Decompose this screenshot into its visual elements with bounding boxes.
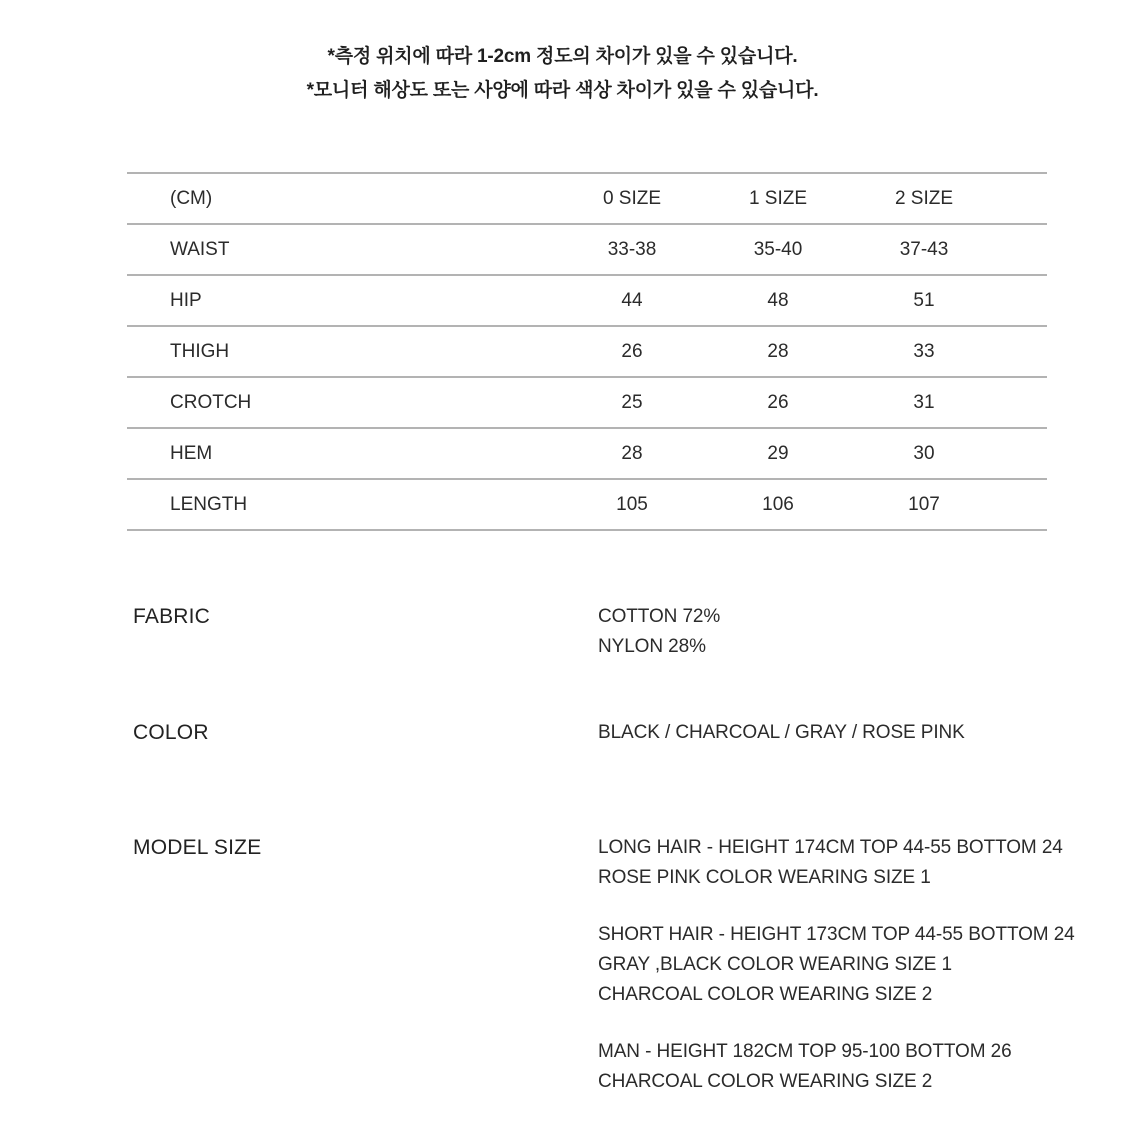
size-cell: 33 <box>851 326 997 377</box>
fabric-section <box>133 602 1125 662</box>
measurement-notice <box>0 0 1125 108</box>
table-row-length <box>127 479 1047 530</box>
model-line: MAN - HEIGHT 182CM TOP 95-100 BOTTOM 26 <box>598 1041 1012 1062</box>
size-cell: 28 <box>559 428 705 479</box>
color-section <box>133 718 1125 748</box>
model-line: ROSE PINK COLOR WEARING SIZE 1 <box>598 867 931 888</box>
table-spacer <box>997 224 1047 275</box>
table-spacer <box>997 428 1047 479</box>
table-row-hem <box>127 428 1047 479</box>
table-row-crotch <box>127 377 1047 428</box>
row-label: THIGH <box>127 326 559 377</box>
size-table <box>127 172 1047 531</box>
size-cell: 37-43 <box>851 224 997 275</box>
size-cell: 28 <box>705 326 851 377</box>
table-row-thigh <box>127 326 1047 377</box>
unit-label: (CM) <box>127 173 559 224</box>
table-spacer <box>997 275 1047 326</box>
size-table-header-row <box>127 173 1047 224</box>
table-row-waist <box>127 224 1047 275</box>
size-cell: 44 <box>559 275 705 326</box>
fabric-line: COTTON 72% <box>598 606 721 627</box>
row-label: LENGTH <box>127 479 559 530</box>
size-cell: 106 <box>705 479 851 530</box>
column-header-2size: 2 SIZE <box>851 173 997 224</box>
model-size-section <box>133 833 1125 1097</box>
size-cell: 29 <box>705 428 851 479</box>
size-cell: 51 <box>851 275 997 326</box>
size-cell: 26 <box>559 326 705 377</box>
fabric-value <box>598 602 720 662</box>
fabric-label: FABRIC <box>133 605 211 628</box>
table-spacer <box>997 173 1047 224</box>
notice-line-1: *측정 위치에 따라 1-2cm 정도의 차이가 있을 수 있습니다. <box>327 46 798 67</box>
size-cell: 107 <box>851 479 997 530</box>
size-cell: 26 <box>705 377 851 428</box>
size-cell: 48 <box>705 275 851 326</box>
color-value: BLACK / CHARCOAL / GRAY / ROSE PINK <box>598 722 965 743</box>
table-row-hip <box>127 275 1047 326</box>
model-size-label: MODEL SIZE <box>133 836 262 859</box>
row-label: HIP <box>127 275 559 326</box>
model-line: SHORT HAIR - HEIGHT 173CM TOP 44-55 BOTTOM 24 <box>598 924 1075 945</box>
table-spacer <box>997 326 1047 377</box>
table-spacer <box>997 377 1047 428</box>
model-line: LONG HAIR - HEIGHT 174CM TOP 44-55 BOTTOM 24 <box>598 837 1063 858</box>
model-paragraph-short-hair <box>598 920 1075 1010</box>
size-cell: 31 <box>851 377 997 428</box>
model-line: GRAY ,BLACK COLOR WEARING SIZE 1 <box>598 954 953 975</box>
model-paragraph-long-hair <box>598 833 1075 893</box>
row-label: HEM <box>127 428 559 479</box>
fabric-line: NYLON 28% <box>598 636 706 657</box>
size-cell: 25 <box>559 377 705 428</box>
spec-sections <box>133 602 1125 1097</box>
size-cell: 35-40 <box>705 224 851 275</box>
row-label: WAIST <box>127 224 559 275</box>
model-line: CHARCOAL COLOR WEARING SIZE 2 <box>598 984 933 1005</box>
size-cell: 105 <box>559 479 705 530</box>
row-label: CROTCH <box>127 377 559 428</box>
size-cell: 33-38 <box>559 224 705 275</box>
model-paragraph-man <box>598 1037 1075 1097</box>
column-header-0size: 0 SIZE <box>559 173 705 224</box>
size-cell: 30 <box>851 428 997 479</box>
notice-line-2: *모니터 해상도 또는 사양에 따라 색상 차이가 있을 수 있습니다. <box>306 80 819 101</box>
column-header-1size: 1 SIZE <box>705 173 851 224</box>
model-line: CHARCOAL COLOR WEARING SIZE 2 <box>598 1071 933 1092</box>
table-spacer <box>997 479 1047 530</box>
model-size-value <box>598 833 1075 1097</box>
color-label: COLOR <box>133 721 209 744</box>
